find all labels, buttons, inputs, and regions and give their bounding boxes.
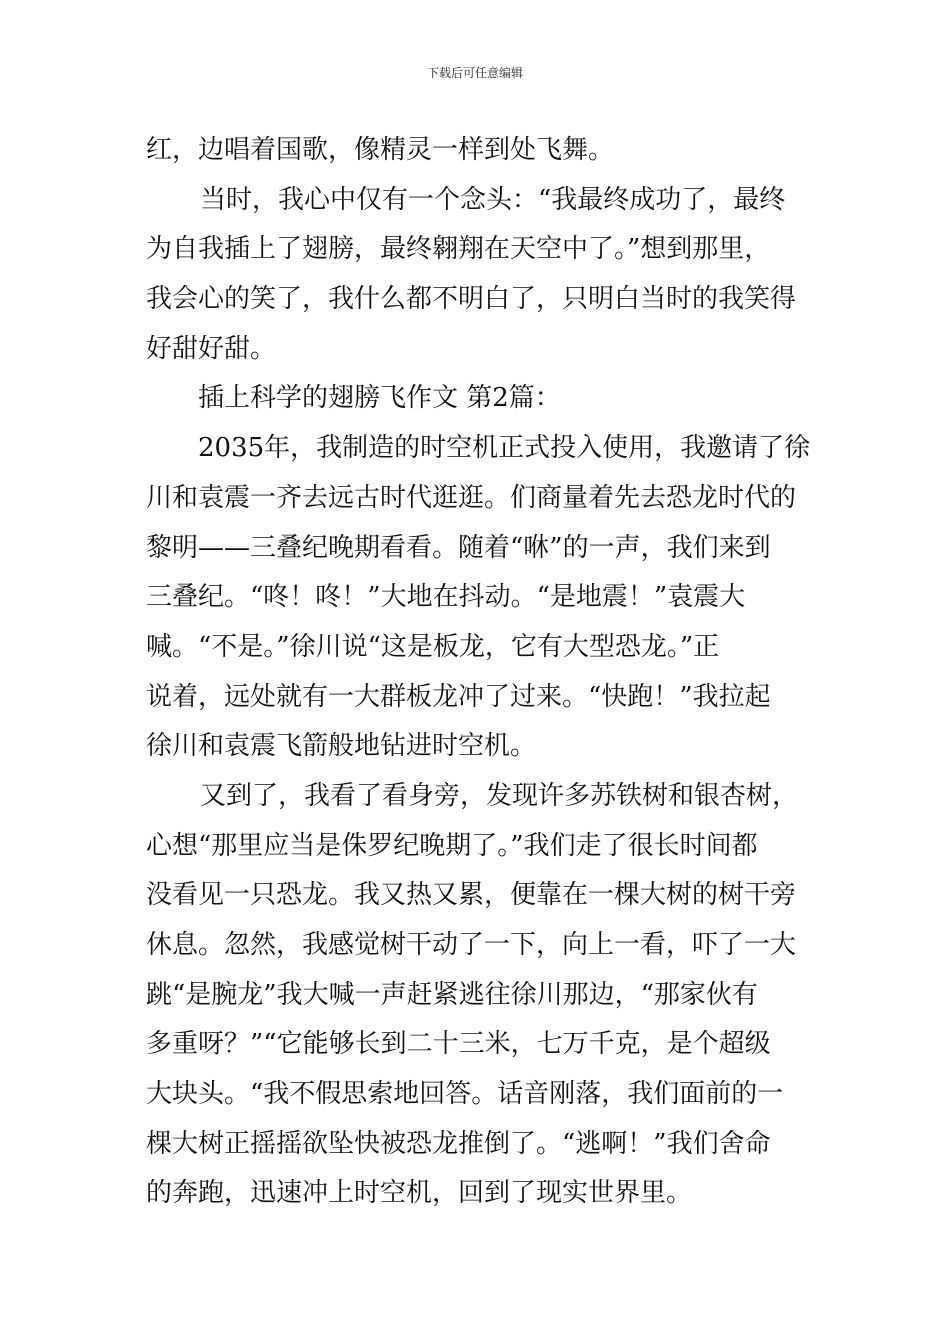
text-line: 棵大树正摇摇欲坠快被恐龙推倒了。“逃啊！”我们舍命 [146, 1128, 771, 1159]
paragraph-start-line: 又到了，我看了看身旁，发现许多苏铁树和银杏树， [200, 780, 799, 811]
page-header: 下载后可任意编辑 [426, 66, 523, 80]
text-line: 没看见一只恐龙。我又热又累，便靠在一棵大树的树干旁 [146, 880, 797, 911]
text-line: 说着，远处就有一大群板龙冲了过来。“快跑！”我拉起 [146, 681, 771, 712]
paragraph-start-line: 当时，我心中仅有一个念头：“我最终成功了，最终 [200, 184, 786, 215]
paragraph-start-line: 2035年，我制造的时空机正式投入使用，我邀请了徐 [198, 433, 811, 464]
text-line: 我会心的笑了，我什么都不明白了，只明白当时的我笑得 [146, 284, 797, 315]
text-line: 为自我插上了翅膀，最终翱翔在天空中了。”想到那里， [146, 234, 771, 265]
text-line: 三叠纪。“咚！咚！”大地在抖动。“是地震！”袁震大 [146, 582, 746, 613]
essay-body [146, 126, 810, 1219]
text-line: 休息。忽然，我感觉树干动了一下，向上一看，吓了一大 [146, 930, 797, 960]
text-line: 的奔跑，迅速冲上时空机，回到了现实世界里。 [146, 1178, 693, 1209]
text-line: 好甜好甜。 [146, 333, 277, 364]
text-line: 黎明——三叠纪晚期看看。随着“咻”的一声，我们来到 [146, 532, 771, 563]
section-heading: 插上科学的翅膀飞作文 第2篇： [198, 383, 561, 414]
text-line: 心想“那里应当是侏罗纪晚期了。”我们走了很长时间都 [146, 830, 758, 861]
text-line: 喊。“不是。”徐川说“这是板龙，它有大型恐龙。”正 [146, 631, 720, 662]
text-line: 徐川和袁震飞箭般地钻进时空机。 [146, 731, 537, 762]
text-line: 红，边唱着国歌，像精灵一样到处飞舞。 [146, 135, 615, 165]
text-line: 川和袁震一齐去远古时代逛逛。们商量着先去恐龙时代的 [146, 482, 797, 513]
text-line: 大块头。“我不假思索地回答。话音刚落，我们面前的一 [146, 1079, 784, 1110]
text-line: 跳“是腕龙”我大喊一声赶紧逃往徐川那边，“那家伙有 [146, 979, 758, 1010]
text-line: 多重呀？”“它能够长到二十三米，七万千克，是个超级 [146, 1029, 771, 1060]
